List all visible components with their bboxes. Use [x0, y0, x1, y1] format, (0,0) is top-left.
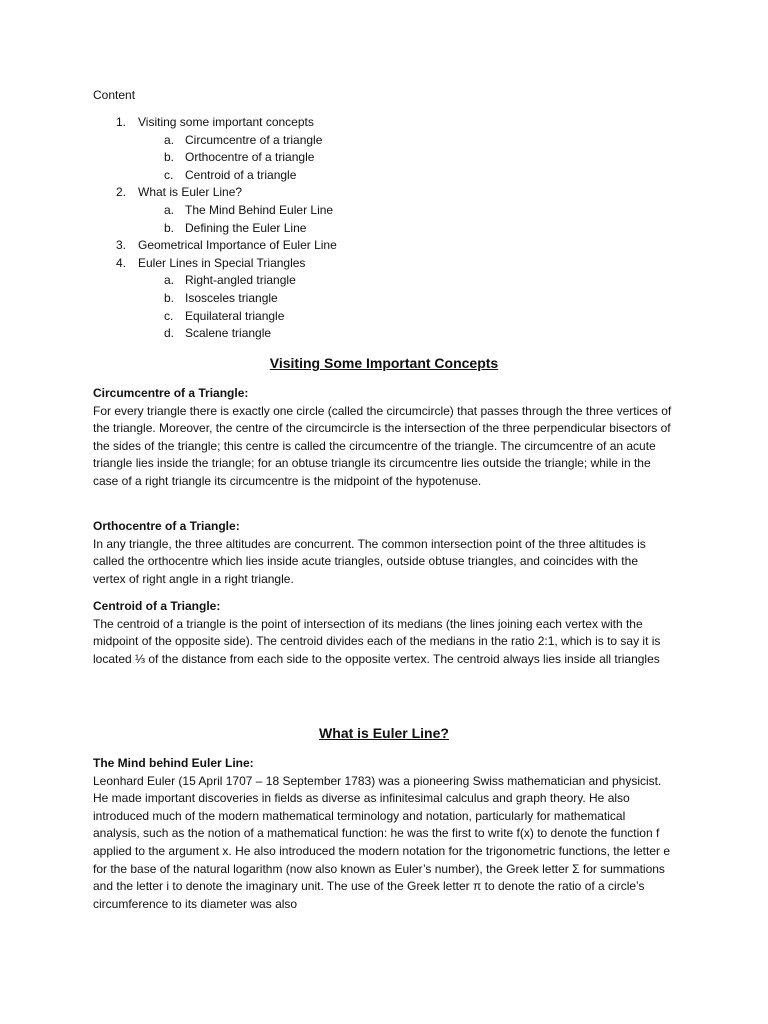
circumcentre-heading: Circumcentre of a Triangle: [93, 386, 249, 400]
centroid-section [93, 598, 673, 668]
toc-item-number: a. [164, 132, 175, 147]
toc-item-text: The Mind Behind Euler Line [185, 202, 334, 217]
orthocentre-heading: Orthocentre of a Triangle: [93, 519, 240, 533]
content-heading: Content [93, 88, 136, 102]
mind-behind-section [93, 755, 673, 913]
toc-item [93, 184, 653, 202]
toc-item [93, 237, 653, 255]
mind-behind-paragraph: Leonhard Euler (15 April 1707 – 18 September 1783) was a pioneering Swiss mathematician and physicist. He made important discoveries in fields as diverse as infinitesimal calculus and graph theory. He also introduced much of the modern mathematical terminology and notation, particularly for mathematical analysis, such as the notion of a mathematical function: he was the first to write f(x) to denote the function f applied to the argument x. He also introduced the modern notation for the trigonometric functions, the letter e for the base of the natural logarithm (now also known as Euler’s number), the Greek letter Σ for summations and the letter i to denote the imaginary unit. The use of the Greek letter π to denote the ratio of a circle’s circumference to its diameter was also [93, 773, 671, 911]
toc-item-number: c. [164, 167, 174, 182]
toc-item-number: c. [164, 308, 174, 323]
centroid-heading: Centroid of a Triangle: [93, 599, 221, 613]
toc-subitem [93, 290, 653, 308]
toc-subitem [93, 149, 653, 167]
toc-item-text: Euler Lines in Special Triangles [138, 255, 306, 270]
toc-item-text: Right-angled triangle [185, 273, 296, 288]
toc-item-text: Isosceles triangle [185, 290, 278, 305]
toc-item-number: 3. [116, 238, 127, 253]
toc-subitem [93, 132, 653, 150]
toc-item-number: a. [164, 202, 175, 217]
toc-subitem [93, 202, 653, 220]
toc-subitem [93, 220, 653, 238]
toc-item-number: b. [164, 220, 175, 235]
toc-item-text: Defining the Euler Line [185, 220, 307, 235]
toc-item-number: d. [164, 326, 175, 341]
toc-subitem [93, 272, 653, 290]
toc-item-text: Centroid of a triangle [185, 167, 297, 182]
toc-subitem [93, 167, 653, 185]
toc-item-number: b. [164, 150, 175, 165]
toc-item-number: 2. [116, 185, 127, 200]
toc-item-text: Circumcentre of a triangle [185, 132, 323, 147]
circumcentre-paragraph: For every triangle there is exactly one circle (called the circumcircle) that passes through the three vertices of the triangle. Moreover, the centre of the circumcircle is the intersection of the three perpendicular bisectors of the sides of the triangle; this centre is called the circumcentre of the triangle. The circumcentre of an acute triangle lies inside the triangle; for an obtuse triangle its circumcentre lies outside the triangle; while in the case of a right triangle its circumcentre is the midpoint of the hypotenuse. [93, 403, 672, 488]
toc-item-text: Visiting some important concepts [138, 115, 314, 129]
toc-subitem [93, 325, 653, 343]
toc-item-text: Scalene triangle [185, 326, 272, 341]
mind-behind-heading: The Mind behind Euler Line: [93, 756, 254, 770]
toc-item-text: What is Euler Line? [138, 185, 243, 200]
centroid-paragraph: The centroid of a triangle is the point of intersection of its medians (the lines joining each vertex with the midpoint of the opposite side). The centroid divides each of the medians in the ratio 2:1, which is to say it is located ⅓ of the distance from each side to the opposite vertex. The centroid always lies inside all triangles [93, 616, 661, 666]
orthocentre-paragraph: In any triangle, the three altitudes are concurrent. The common intersection point of the three altitudes is called the orthocentre which lies inside acute triangles, outside obtuse triangles, and coincides with the vertex of right angle in a right triangle. [93, 536, 646, 586]
circumcentre-section [93, 385, 673, 491]
toc-item-number: b. [164, 290, 175, 305]
toc-item-text: Equilateral triangle [185, 308, 285, 323]
toc-item-text: Orthocentre of a triangle [185, 150, 315, 165]
toc-item-number: 1. [116, 115, 127, 129]
toc-item [93, 114, 653, 132]
section-title-important-concepts: Visiting Some Important Concepts [269, 355, 499, 371]
orthocentre-section [93, 518, 673, 588]
toc-item-number: 4. [116, 255, 127, 270]
toc-item-number: a. [164, 273, 175, 288]
table-of-contents [93, 114, 653, 343]
section-title-euler-line: What is Euler Line? [319, 725, 449, 741]
toc-subitem [93, 308, 653, 326]
toc-item [93, 255, 653, 273]
toc-item-text: Geometrical Importance of Euler Line [138, 238, 337, 253]
